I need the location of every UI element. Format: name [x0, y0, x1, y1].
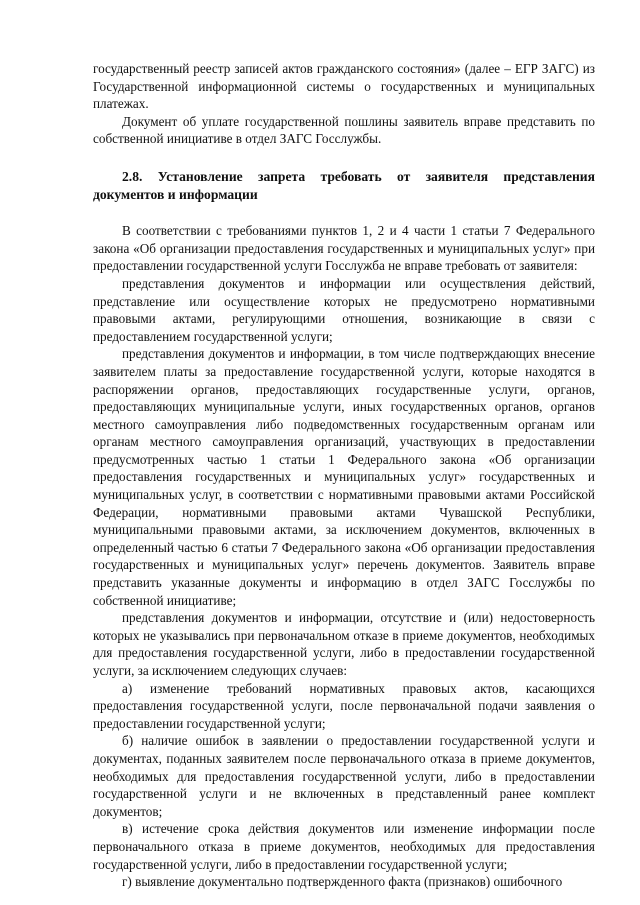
paragraph-item-1: представления документов и информации или осуществления действий, представление или осуществление которых не предусмотрено нормативными правовыми актами, регулирующими отношения, возникающие в связи с предоставлением государственной услуги;	[93, 275, 595, 344]
paragraph-case-g: г) выявление документально подтвержденного факта (признаков) ошибочного	[122, 874, 563, 890]
paragraph-item-3: представления документов и информации, отсутствие и (или) недостоверность которых не указывались при первоначальном отказе в приеме документов, необходимых для предоставления государственной услуги, либо в предоставлении государственной услуги, за исключением следующих случаев:	[93, 610, 595, 678]
paragraph-intro: В соответствии с требованиями пунктов 1, 2 и 4 части 1 статьи 7 Федерального закона «Об организации предоставления государственных и муниципальных услуг» при предоставлении государственной услуги Госслужба не вправе требовать от заявителя:	[93, 223, 595, 274]
spacer	[93, 203, 595, 222]
paragraph-case-a: а) изменение требований нормативных правовых актов, касающихся предоставления государственной услуги, после первоначальной подачи заявления о предоставлении государственной услуги;	[93, 680, 595, 731]
paragraph-item-2: представления документов и информации, в том числе подтверждающих внесение заявителем платы за предоставление государственной услуги, которые находятся в распоряжении органов, предоставляющих государственные услуги, органов, предоставляющих муниципальные услуги, иных государственных органов, органов местного самоуправления либо подведомственных государственным органам или органам местного самоуправления организаций, участвующих в предоставлении предусмотренных частью 1 статьи 1 Федерального закона «Об организации предоставления государственных и муниципальных услуг» государственных и муниципальных услуг, в соответствии с нормативными правовыми актами Российской Федерации, нормативными правовыми актами Чувашской Республики, муниципальными правовыми актами, за исключением документов, включенных в определенный частью 6 статьи 7 Федерального закона «Об организации предоставления государственных и муниципальных услуг» перечень документов. Заявитель вправе представить указанные документы и информацию в отдел ЗАГС Госслужбы по собственной инициативе;	[93, 346, 595, 608]
paragraph-case-b: б) наличие ошибок в заявлении о предоставлении государственной услуги и документах, поданных заявителем после первоначального отказа в приеме документов, необходимых для предоставления государственной услуги, либо в предоставлении государственной услуги и не включенных в представленный ранее комплект документов;	[93, 733, 595, 819]
paragraph-fee: Документ об уплате государственной пошлины заявитель вправе представить по собственной инициативе в отдел ЗАГС Госслужбы.	[93, 113, 595, 147]
paragraph-case-v: в) истечение срока действия документов или изменение информации после первоначального отказа в приеме документов, необходимых для предоставления государственной услуги, либо в предоставлении государственной услуги;	[93, 821, 595, 872]
section-heading: 2.8. Установление запрета требовать от заявителя представления документов и информации	[93, 168, 595, 202]
document-page	[93, 60, 595, 891]
paragraph-continuation: государственный реестр записей актов гражданского состояния» (далее – ЕГР ЗАГС) из Государственной информационной системы о государственных и муниципальных платежах.	[93, 61, 595, 112]
